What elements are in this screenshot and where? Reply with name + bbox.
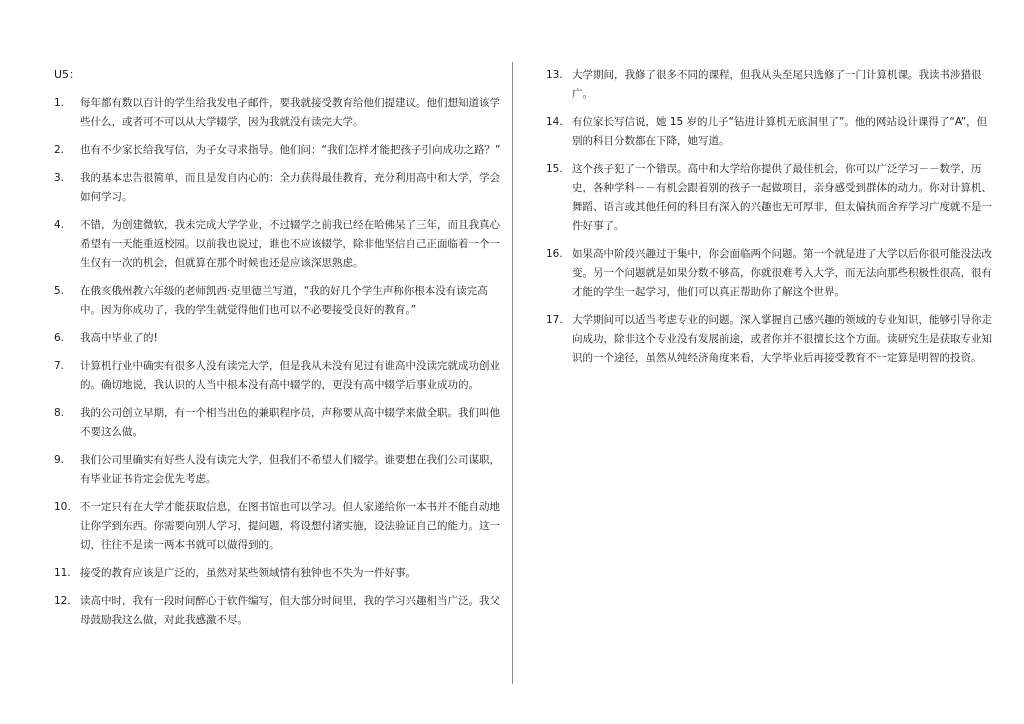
right-item-list <box>546 66 992 368</box>
left-column <box>54 66 504 639</box>
paragraph-text: 也有不少家长给我写信，为子女寻求指导。他们问：“我们怎样才能把孩子引向成功之路？” <box>80 144 501 156</box>
left-item-list <box>54 94 504 630</box>
unit-heading: U5： <box>54 68 81 81</box>
paragraph-text: 读高中时，我有一段时间醉心于软件编写，但大部分时间里，我的学习兴趣相当广泛。我父母鼓励我这么做，对此我感激不尽。 <box>80 595 500 626</box>
numbered-paragraph <box>546 66 992 104</box>
paragraph-number: 14. <box>546 116 563 128</box>
numbered-paragraph <box>546 245 992 302</box>
paragraph-text: 大学期间，我修了很多不同的课程，但我从头至尾只选修了一门计算机课。我读书涉猎很广。 <box>572 69 982 100</box>
paragraph-text: 不错，为创建微软，我未完成大学学业，不过辍学之前我已经在哈佛呆了三年，而且我真心希望有一天能重返校园。以前我也说过，谁也不应该辍学，除非他坚信自己正面临着一个一生仅有一次的机会，但就算在那个时候也还是应该深思熟虑。 <box>80 219 500 269</box>
paragraph-text: 每年都有数以百计的学生给我发电子邮件，要我就接受教育给他们提建议。他们想知道该学些什么，或者可不可以从大学辍学，因为我就没有读完大学。 <box>80 97 500 128</box>
numbered-paragraph <box>54 329 504 348</box>
numbered-paragraph <box>54 169 504 207</box>
paragraph-number: 2. <box>54 144 65 156</box>
numbered-paragraph <box>54 357 504 395</box>
paragraph-number: 6. <box>54 332 65 344</box>
numbered-paragraph <box>546 311 992 368</box>
numbered-paragraph <box>54 564 504 583</box>
paragraph-number: 7. <box>54 360 65 372</box>
paragraph-text: 我高中毕业了的! <box>80 332 158 344</box>
paragraph-text: 我的公司创立早期，有一个相当出色的兼职程序员，声称要从高中辍学来做全职。我们叫他不要这么做。 <box>80 407 500 438</box>
paragraph-text: 我的基本忠告很简单，而且是发自内心的：全力获得最佳教育，充分利用高中和大学，学会如何学习。 <box>80 172 500 203</box>
paragraph-number: 13. <box>546 69 563 81</box>
paragraph-text: 如果高中阶段兴趣过于集中，你会面临两个问题。第一个就是进了大学以后你很可能没法改变。另一个问题就是如果分数不够高，你就很难考入大学，而无法向那些积极性很高，很有才能的学生一起学习，他们可以真正帮助你了解这个世界。 <box>572 248 992 298</box>
paragraph-number: 1. <box>54 97 65 109</box>
paragraph-text: 这个孩子犯了一个错误。高中和大学给你提供了最佳机会，你可以广泛学习－－数学，历史，各种学科－－有机会跟着别的孩子一起做项目，亲身感受到群体的动力。你对计算机、舞蹈、语言或其他任何的科目有深入的兴趣也无可厚非，但太偏执而舍弃学习广度就不是一件好事了。 <box>572 163 992 232</box>
paragraph-text: 在俄亥俄州教六年级的老师凯西·克里德兰写道，“我的好几个学生声称你根本没有读完高中。因为你成功了，我的学生就觉得他们也可以不必要接受良好的教育。” <box>80 285 488 316</box>
numbered-paragraph <box>546 113 992 151</box>
paragraph-number: 11. <box>54 567 71 579</box>
column-divider <box>512 62 513 684</box>
paragraph-number: 10. <box>54 501 71 513</box>
paragraph-number: 17. <box>546 314 563 326</box>
paragraph-number: 3. <box>54 172 65 184</box>
paragraph-text: 接受的教育应该是广泛的，虽然对某些领域情有独钟也不失为一件好事。 <box>80 567 416 579</box>
numbered-paragraph <box>54 498 504 555</box>
paragraph-text: 不一定只有在大学才能获取信息，在图书馆也可以学习。但人家递给你一本书并不能自动地让你学到东西。你需要向别人学习，提问题，将设想付诸实施，设法验证自己的能力。这一切，往往不是读一两本书就可以做得到的。 <box>80 501 500 551</box>
paragraph-text: 我们公司里确实有好些人没有读完大学，但我们不希望人们辍学。谁要想在我们公司谋职，有毕业证书肯定会优先考虑。 <box>80 454 500 485</box>
numbered-paragraph <box>54 592 504 630</box>
numbered-paragraph <box>54 94 504 132</box>
paragraph-number: 8. <box>54 407 65 419</box>
paragraph-text: 计算机行业中确实有很多人没有读完大学，但是我从未没有见过有谁高中没读完就成功创业的。确切地说，我认识的人当中根本没有高中辍学的，更没有高中辍学后事业成功的。 <box>80 360 500 391</box>
numbered-paragraph <box>54 282 504 320</box>
numbered-paragraph <box>54 141 504 160</box>
paragraph-number: 5. <box>54 285 65 297</box>
paragraph-text: 有位家长写信说，她 15 岁的儿子“钻进计算机无底洞里了”。他的网站设计课得了“A”，但别的科目分数都在下降，她写道。 <box>572 116 988 147</box>
numbered-paragraph <box>54 451 504 489</box>
numbered-paragraph <box>54 404 504 442</box>
paragraph-number: 12. <box>54 595 71 607</box>
numbered-paragraph <box>546 160 992 236</box>
right-column <box>546 66 992 377</box>
numbered-paragraph <box>54 216 504 273</box>
paragraph-number: 4. <box>54 219 65 231</box>
paragraph-number: 16. <box>546 248 563 260</box>
paragraph-number: 15. <box>546 163 563 175</box>
paragraph-number: 9. <box>54 454 65 466</box>
paragraph-text: 大学期间可以适当考虑专业的问题。深入掌握自己感兴趣的领域的专业知识，能够引导你走向成功，除非这个专业没有发展前途，或者你并不很擅长这个方面。读研究生是获取专业知识的一个途径，虽然从纯经济角度来看，大学毕业后再接受教育不一定算是明智的投资。 <box>572 314 992 364</box>
